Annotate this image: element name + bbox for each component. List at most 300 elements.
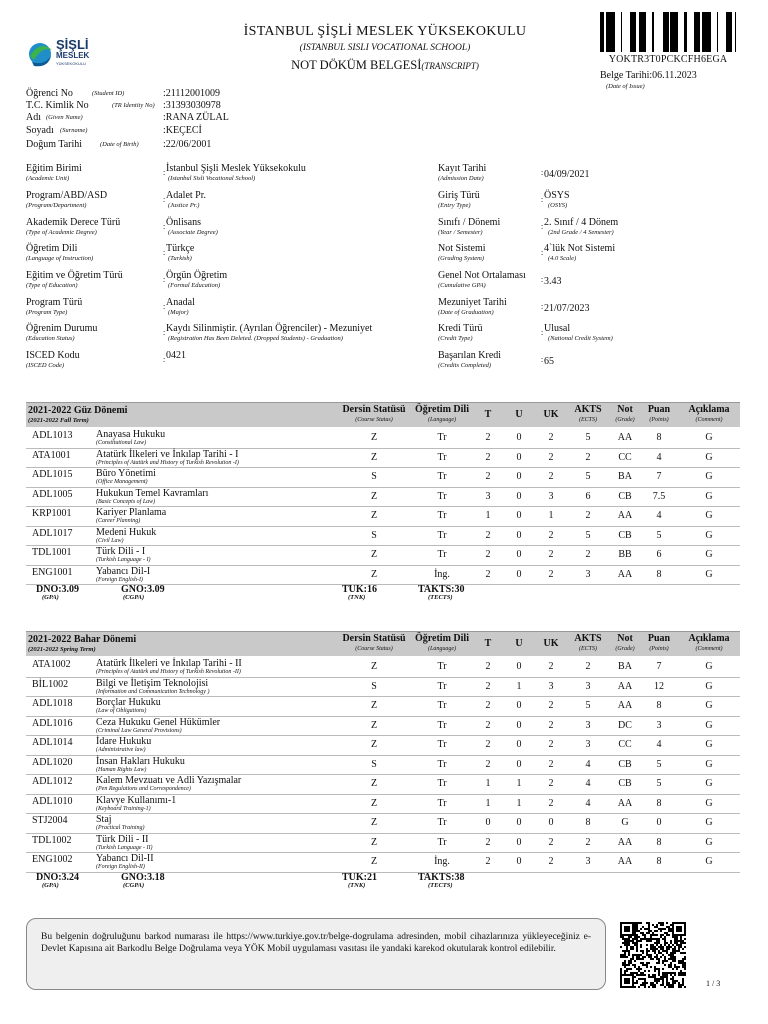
qr-module (644, 974, 646, 976)
qr-module (670, 966, 672, 968)
qr-module (650, 948, 652, 950)
info-value: Kaydı Silinmiştir. (Ayrılan Öğrenciler) - Mezuniyet (166, 323, 373, 334)
course-uk: 0 (548, 817, 554, 828)
qr-module (666, 978, 668, 980)
qr-module (658, 958, 660, 960)
barcode-bar (702, 12, 705, 52)
barcode-bar (705, 12, 706, 52)
qr-module (664, 986, 666, 988)
qr-module (630, 936, 632, 938)
course-lang: Tr (437, 549, 447, 560)
barcode-bar (706, 12, 708, 52)
term-gpa: DNO:3.09 (36, 584, 80, 595)
qr-module (658, 962, 660, 964)
course-comment: G (705, 778, 713, 789)
qr-module (682, 940, 684, 942)
qr-module (656, 926, 658, 928)
course-points: 5 (656, 758, 662, 770)
course-name-en: (Principles of Atatürk and History of Turkish Revolution -II) (96, 669, 241, 675)
qr-module (670, 930, 672, 932)
qr-module (642, 972, 644, 974)
qr-module (684, 958, 686, 960)
logo-text-1: ŞİŞLİ (56, 37, 89, 52)
qr-module (642, 952, 644, 954)
qr-module (636, 980, 638, 982)
course-code: ADL1013 (32, 430, 73, 441)
colon: : (541, 302, 544, 311)
course-status: Z (370, 797, 378, 809)
qr-module (636, 950, 638, 952)
course-grade: G (621, 817, 629, 828)
qr-module (660, 976, 662, 978)
course-comment: G (705, 719, 713, 731)
qr-module (644, 980, 646, 982)
course-code: TDL1001 (32, 547, 72, 558)
qr-module (676, 926, 682, 932)
qr-module (632, 948, 634, 950)
info-label: Akademik Derece Türü (26, 217, 121, 228)
qr-module (634, 964, 636, 966)
qr-module (630, 962, 632, 964)
qr-module (672, 954, 674, 956)
qr-module (656, 956, 658, 958)
colon: : (541, 355, 544, 364)
qr-module (636, 940, 638, 942)
qr-module (664, 976, 666, 978)
info-label: Giriş Türü (438, 190, 480, 201)
qr-module (680, 960, 682, 962)
qr-module (638, 978, 640, 980)
qr-module (672, 968, 674, 970)
qr-module (648, 962, 650, 964)
info-label: Eğitim Birimi (26, 163, 82, 174)
course-t: 1 (485, 510, 491, 521)
course-akts: 2 (585, 549, 591, 560)
qr-module (674, 950, 676, 952)
course-code: KRP1001 (32, 508, 72, 519)
column-header-akts-en: (ECTS) (579, 417, 597, 423)
qr-module (648, 938, 650, 940)
qr-module (684, 956, 686, 958)
term-cgpa: GNO:3.18 (121, 871, 165, 883)
course-lang: Tr (437, 817, 447, 828)
term-ects: TAKTS:38 (418, 871, 465, 883)
qr-module (654, 956, 656, 958)
term-ects: TAKTS:30 (418, 584, 465, 595)
course-akts: 3 (585, 680, 591, 692)
colon: : (541, 168, 544, 177)
qr-module (658, 950, 660, 952)
course-u: 1 (516, 778, 522, 789)
course-name: Klavye Kullanımı-1 (96, 794, 177, 806)
course-t: 2 (485, 680, 491, 692)
qr-module (672, 982, 674, 984)
course-uk: 2 (548, 661, 554, 672)
info-label-en: (Type of Education) (26, 282, 78, 289)
course-status: S (371, 758, 377, 770)
qr-module (654, 968, 656, 970)
document-title (200, 58, 570, 73)
course-grade: CB (618, 529, 632, 541)
course-points: 7.5 (652, 490, 666, 502)
term-cgpa: GNO:3.09 (121, 584, 165, 595)
info-label: Program Türü (26, 297, 83, 308)
qr-module (624, 960, 626, 962)
course-comment: G (705, 758, 713, 770)
info-label: Program/ABD/ASD (26, 190, 108, 201)
qr-module (644, 928, 646, 930)
course-code: TDL1002 (32, 834, 72, 846)
course-code: ADL1015 (32, 469, 73, 480)
barcode-bar (735, 12, 736, 52)
qr-module (640, 938, 642, 940)
qr-module (666, 976, 668, 978)
course-comment: G (705, 680, 713, 692)
course-u: 0 (516, 700, 522, 711)
student-field-label: Adı (26, 112, 41, 123)
qr-module (656, 924, 658, 926)
course-points: 6 (656, 549, 662, 560)
qr-module (658, 980, 660, 982)
info-label: Başarılan Kredi (438, 350, 502, 361)
course-status: Z (370, 817, 378, 828)
student-field-value: :KEÇECİ (163, 125, 202, 136)
qr-module (684, 974, 686, 976)
course-akts: 2 (585, 510, 591, 521)
qr-module (626, 950, 628, 952)
course-points: 8 (656, 836, 662, 848)
info-label: Not Sistemi (438, 243, 486, 254)
qr-module (658, 952, 660, 954)
qr-module (662, 946, 664, 948)
qr-module (678, 962, 680, 964)
barcode-bar (612, 12, 615, 52)
course-code: ADL1010 (32, 795, 73, 807)
course-name-en: (Civil Law) (96, 537, 124, 544)
course-t: 2 (485, 739, 491, 750)
qr-module (660, 928, 662, 930)
qr-module (684, 962, 686, 964)
qr-module (654, 986, 656, 988)
qr-module (646, 940, 648, 942)
qr-module (678, 986, 680, 988)
qr-module (668, 954, 670, 956)
column-header-status-en: (Course Status) (355, 646, 393, 652)
course-status: S (371, 680, 377, 692)
qr-module (674, 956, 676, 958)
qr-module (652, 932, 654, 934)
qr-module (662, 924, 664, 926)
qr-module (646, 922, 648, 924)
info-label-en: (Credit Type) (438, 335, 473, 342)
course-lang: Tr (437, 680, 447, 692)
qr-module (628, 952, 630, 954)
qr-module (680, 942, 682, 944)
column-header-grade: Not (617, 404, 633, 415)
qr-module (674, 972, 676, 974)
course-status: Z (370, 836, 378, 848)
course-u: 0 (516, 432, 522, 443)
qr-module (662, 974, 664, 976)
qr-module (652, 946, 654, 948)
course-code: ADL1017 (32, 527, 73, 539)
qr-module (680, 986, 682, 988)
column-header-t: T (484, 638, 492, 649)
course-points: 0 (656, 817, 662, 828)
qr-module (678, 966, 680, 968)
info-value: İstanbul Şişli Meslek Yüksekokulu (166, 163, 306, 174)
term-ects-en: (TECTS) (428, 594, 453, 601)
qr-module (678, 984, 680, 986)
qr-module (676, 966, 678, 968)
column-header-uk: UK (543, 638, 559, 649)
qr-module (626, 946, 628, 948)
qr-code (620, 922, 686, 988)
course-code: ADL1005 (32, 488, 73, 500)
course-name: Yabancı Dil-I (96, 565, 151, 577)
qr-module (660, 946, 662, 948)
qr-module (674, 942, 676, 944)
qr-module (672, 972, 674, 974)
qr-module (626, 948, 628, 950)
qr-module (670, 928, 672, 930)
qr-module (672, 936, 674, 938)
qr-module (620, 956, 622, 958)
course-uk: 3 (548, 680, 554, 692)
course-code: ADL1018 (32, 698, 73, 709)
course-name: Kariyer Planlama (96, 507, 167, 518)
qr-module (626, 968, 628, 970)
qr-module (678, 940, 680, 942)
course-grade: DC (618, 719, 632, 731)
course-name-en: (Administrative law) (96, 747, 146, 753)
qr-module (650, 930, 652, 932)
course-t: 2 (485, 529, 491, 541)
qr-module (658, 972, 660, 974)
qr-module (672, 944, 674, 946)
course-u: 0 (516, 568, 522, 580)
barcode-bar (726, 12, 729, 52)
qr-module (652, 976, 654, 978)
course-grade: AA (617, 680, 633, 692)
course-akts: 2 (585, 661, 591, 672)
qr-module (652, 984, 654, 986)
term-credits: TUK:21 (342, 871, 377, 883)
qr-module (658, 978, 660, 980)
course-status: Z (370, 432, 378, 443)
qr-module (624, 952, 626, 954)
course-status: Z (370, 856, 378, 867)
qr-module (648, 956, 650, 958)
barcode-code: YOKTR3T0PCKCFH6EGA (608, 54, 728, 65)
qr-module (676, 980, 678, 982)
qr-module (634, 922, 636, 924)
qr-module (662, 976, 664, 978)
qr-module (662, 962, 664, 964)
qr-module (646, 928, 648, 930)
info-label-en: (Cumulative GPA) (438, 282, 486, 289)
column-header-grade: Not (617, 633, 633, 644)
qr-module (634, 930, 636, 932)
qr-module (634, 936, 636, 938)
qr-module (668, 966, 670, 968)
course-status: Z (370, 661, 378, 672)
column-header-points: Puan (647, 404, 671, 415)
qr-module (664, 940, 666, 942)
qr-module (654, 966, 656, 968)
qr-module (620, 970, 622, 972)
qr-module (646, 964, 648, 966)
course-lang: Tr (437, 778, 447, 789)
course-u: 0 (516, 719, 522, 731)
course-grade: CB (618, 490, 632, 502)
course-t: 2 (485, 719, 491, 731)
qr-module (648, 986, 650, 988)
qr-module (662, 984, 664, 986)
barcode-bar (675, 12, 676, 52)
course-uk: 2 (548, 451, 554, 463)
course-points: 8 (656, 797, 662, 809)
colon: : (163, 195, 166, 204)
qr-module (668, 944, 670, 946)
qr-module (624, 950, 626, 952)
course-points: 8 (656, 856, 662, 867)
info-value: 21/07/2023 (544, 303, 590, 314)
qr-module (682, 974, 684, 976)
qr-module (640, 962, 642, 964)
qr-module (634, 986, 636, 988)
course-name: Medeni Hukuk (96, 526, 157, 538)
course-comment: G (705, 529, 713, 541)
qr-module (624, 942, 626, 944)
colon: : (541, 328, 544, 337)
qr-module (634, 938, 636, 940)
course-code: ATA1001 (32, 449, 71, 461)
column-header-u: U (515, 409, 523, 420)
qr-module (662, 928, 664, 930)
course-grade: CC (618, 451, 632, 463)
qr-module (676, 944, 678, 946)
qr-module (624, 954, 626, 956)
qr-module (660, 922, 662, 924)
qr-module (652, 986, 654, 988)
course-lang: Tr (437, 490, 447, 502)
info-label: Sınıfı / Dönemi (438, 217, 501, 228)
qr-module (640, 946, 642, 948)
column-header-lang: Öğretim Dili (415, 404, 469, 415)
qr-module (654, 984, 656, 986)
course-t: 3 (485, 490, 491, 502)
course-uk: 2 (548, 778, 554, 789)
qr-module (664, 958, 666, 960)
qr-module (628, 964, 630, 966)
column-header-grade-en: (Grade) (615, 646, 635, 652)
course-grade: AA (617, 797, 633, 809)
qr-module (658, 946, 660, 948)
qr-module (622, 938, 624, 940)
course-name: Atatürk İlkeleri ve İnkılap Tarihi - II (96, 658, 242, 669)
qr-module (674, 958, 676, 960)
qr-module (626, 938, 628, 940)
qr-module (644, 938, 646, 940)
course-code: BİL1002 (32, 678, 69, 690)
term-gpa: DNO:3.24 (36, 871, 80, 883)
qr-module (682, 964, 684, 966)
course-t: 2 (485, 856, 491, 867)
qr-module (674, 982, 676, 984)
barcode-bar (684, 12, 687, 52)
column-header-akts-en: (ECTS) (579, 646, 597, 652)
course-akts: 3 (585, 739, 591, 750)
course-akts: 3 (585, 856, 591, 867)
qr-module (662, 972, 664, 974)
course-points: 8 (656, 700, 662, 711)
qr-module (668, 930, 670, 932)
qr-module (640, 932, 642, 934)
qr-module (674, 966, 676, 968)
course-t: 1 (485, 778, 491, 789)
qr-module (652, 944, 654, 946)
qr-module (650, 934, 652, 936)
course-akts: 2 (585, 451, 591, 463)
qr-module (628, 942, 630, 944)
qr-module (656, 944, 658, 946)
info-label: Öğretim Dili (26, 243, 78, 254)
qr-module (638, 958, 640, 960)
qr-module (672, 984, 674, 986)
barcode-bar (621, 12, 622, 52)
colon: : (541, 195, 544, 204)
barcode-bar (708, 12, 711, 52)
course-points: 7 (656, 471, 662, 482)
course-t: 2 (485, 700, 491, 711)
qr-module (684, 952, 686, 954)
info-value-en: (National Credit System) (548, 335, 613, 342)
qr-module (624, 944, 626, 946)
qr-module (644, 986, 646, 988)
qr-module (684, 946, 686, 948)
course-points: 5 (656, 529, 662, 541)
qr-module (640, 928, 642, 930)
qr-module (638, 940, 640, 942)
qr-module (620, 968, 622, 970)
info-label-en: (Entry Type) (438, 202, 471, 209)
course-comment: G (705, 817, 713, 828)
qr-module (658, 922, 660, 924)
qr-module (656, 978, 658, 980)
course-lang: Tr (437, 739, 447, 750)
qr-module (628, 962, 630, 964)
barcode-bar (642, 12, 645, 52)
course-name: Hukukun Temel Kavramları (96, 487, 209, 499)
qr-module (668, 928, 670, 930)
qr-module (650, 940, 652, 942)
column-header-status-en: (Course Status) (355, 417, 393, 423)
qr-module (670, 978, 672, 980)
qr-module (642, 962, 644, 964)
qr-module (672, 958, 674, 960)
colon: : (541, 248, 544, 257)
qr-module (640, 954, 642, 956)
qr-module (626, 940, 628, 942)
colon: : (163, 355, 166, 364)
qr-module (634, 944, 636, 946)
course-lang: Tr (437, 510, 447, 521)
qr-module (656, 948, 658, 950)
qr-module (638, 968, 640, 970)
qr-module (656, 980, 658, 982)
qr-module (648, 974, 650, 976)
